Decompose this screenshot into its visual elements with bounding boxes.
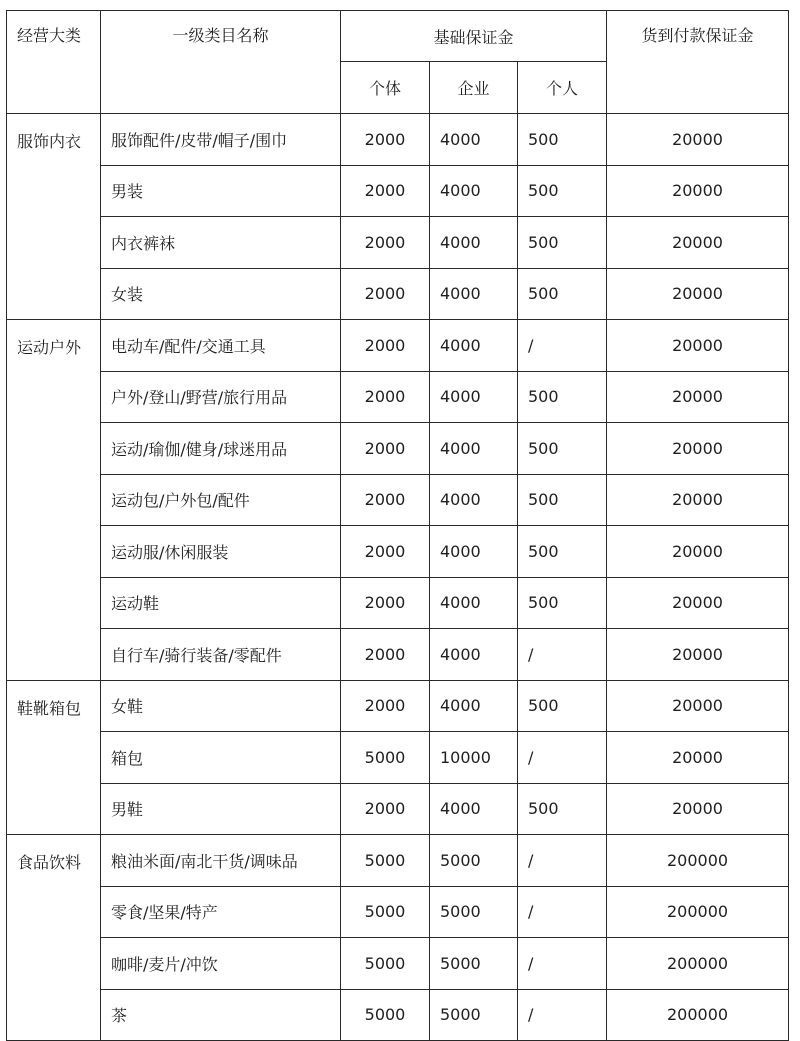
header-individual: 个体 (341, 62, 430, 114)
item-name-cell: 运动鞋 (101, 577, 341, 629)
table-row (7, 320, 789, 372)
item-name-cell: 咖啡/麦片/冲饮 (101, 938, 341, 990)
enterprise-deposit-cell: 4000 (430, 371, 518, 423)
enterprise-deposit-cell: 4000 (430, 114, 518, 166)
table-row (7, 938, 789, 990)
individual-deposit-cell: 2000 (341, 217, 430, 269)
enterprise-deposit-cell: 4000 (430, 268, 518, 320)
table-body (7, 11, 789, 1041)
table-row (7, 577, 789, 629)
individual-deposit-cell: 2000 (341, 526, 430, 578)
table-row (7, 371, 789, 423)
deposit-table (6, 10, 789, 1041)
table-row (7, 732, 789, 784)
cod-deposit-cell: 20000 (607, 474, 789, 526)
enterprise-deposit-cell: 5000 (430, 835, 518, 887)
person-deposit-cell: 500 (518, 371, 607, 423)
person-deposit-cell: 500 (518, 217, 607, 269)
table-row (7, 423, 789, 475)
enterprise-deposit-cell: 10000 (430, 732, 518, 784)
person-deposit-cell: 500 (518, 783, 607, 835)
enterprise-deposit-cell: 4000 (430, 320, 518, 372)
cod-deposit-cell: 200000 (607, 835, 789, 887)
enterprise-deposit-cell: 4000 (430, 783, 518, 835)
header-category: 经营大类 (7, 11, 101, 114)
cod-deposit-cell: 20000 (607, 732, 789, 784)
person-deposit-cell: 500 (518, 423, 607, 475)
person-deposit-cell: 500 (518, 577, 607, 629)
item-name-cell: 女装 (101, 268, 341, 320)
person-deposit-cell: 500 (518, 114, 607, 166)
person-deposit-cell: 500 (518, 165, 607, 217)
item-name-cell: 零食/坚果/特产 (101, 886, 341, 938)
table-row (7, 268, 789, 320)
header-first-level: 一级类目名称 (101, 11, 341, 114)
item-name-cell: 箱包 (101, 732, 341, 784)
individual-deposit-cell: 2000 (341, 474, 430, 526)
enterprise-deposit-cell: 4000 (430, 577, 518, 629)
individual-deposit-cell: 2000 (341, 577, 430, 629)
cod-deposit-cell: 20000 (607, 371, 789, 423)
header-deposit-group: 基础保证金 (341, 11, 607, 62)
individual-deposit-cell: 2000 (341, 165, 430, 217)
enterprise-deposit-cell: 4000 (430, 423, 518, 475)
table-row (7, 114, 789, 166)
individual-deposit-cell: 5000 (341, 938, 430, 990)
cod-deposit-cell: 20000 (607, 217, 789, 269)
cod-deposit-cell: 200000 (607, 938, 789, 990)
item-name-cell: 男鞋 (101, 783, 341, 835)
table-row (7, 217, 789, 269)
item-name-cell: 男装 (101, 165, 341, 217)
table-row (7, 629, 789, 681)
table-row (7, 526, 789, 578)
item-name-cell: 运动服/休闲服装 (101, 526, 341, 578)
table-row (7, 783, 789, 835)
enterprise-deposit-cell: 5000 (430, 989, 518, 1041)
cod-deposit-cell: 200000 (607, 886, 789, 938)
item-name-cell: 茶 (101, 989, 341, 1041)
cod-deposit-cell: 20000 (607, 114, 789, 166)
table-row (7, 165, 789, 217)
cod-deposit-cell: 20000 (607, 577, 789, 629)
enterprise-deposit-cell: 4000 (430, 474, 518, 526)
cod-deposit-cell: 20000 (607, 526, 789, 578)
cod-deposit-cell: 20000 (607, 268, 789, 320)
table-row (7, 989, 789, 1041)
person-deposit-cell: / (518, 320, 607, 372)
individual-deposit-cell: 5000 (341, 732, 430, 784)
item-name-cell: 自行车/骑行装备/零配件 (101, 629, 341, 681)
individual-deposit-cell: 5000 (341, 989, 430, 1041)
enterprise-deposit-cell: 5000 (430, 886, 518, 938)
header-cod-deposit: 货到付款保证金 (607, 11, 789, 114)
cod-deposit-cell: 20000 (607, 629, 789, 681)
individual-deposit-cell: 2000 (341, 371, 430, 423)
table-row (7, 886, 789, 938)
person-deposit-cell: 500 (518, 474, 607, 526)
individual-deposit-cell: 5000 (341, 835, 430, 887)
individual-deposit-cell: 2000 (341, 114, 430, 166)
cod-deposit-cell: 20000 (607, 320, 789, 372)
individual-deposit-cell: 2000 (341, 783, 430, 835)
enterprise-deposit-cell: 4000 (430, 680, 518, 732)
item-name-cell: 服饰配件/皮带/帽子/围巾 (101, 114, 341, 166)
person-deposit-cell: 500 (518, 526, 607, 578)
item-name-cell: 电动车/配件/交通工具 (101, 320, 341, 372)
category-cell: 鞋靴箱包 (7, 680, 101, 835)
item-name-cell: 粮油米面/南北干货/调味品 (101, 835, 341, 887)
item-name-cell: 内衣裤袜 (101, 217, 341, 269)
cod-deposit-cell: 200000 (607, 989, 789, 1041)
individual-deposit-cell: 2000 (341, 680, 430, 732)
individual-deposit-cell: 2000 (341, 268, 430, 320)
person-deposit-cell: / (518, 989, 607, 1041)
person-deposit-cell: / (518, 732, 607, 784)
item-name-cell: 户外/登山/野营/旅行用品 (101, 371, 341, 423)
individual-deposit-cell: 2000 (341, 629, 430, 681)
cod-deposit-cell: 20000 (607, 165, 789, 217)
person-deposit-cell: / (518, 629, 607, 681)
cod-deposit-cell: 20000 (607, 680, 789, 732)
person-deposit-cell: / (518, 886, 607, 938)
person-deposit-cell: 500 (518, 268, 607, 320)
category-cell: 运动户外 (7, 320, 101, 681)
individual-deposit-cell: 2000 (341, 320, 430, 372)
individual-deposit-cell: 2000 (341, 423, 430, 475)
table-row (7, 680, 789, 732)
table-row (7, 474, 789, 526)
item-name-cell: 运动包/户外包/配件 (101, 474, 341, 526)
cod-deposit-cell: 20000 (607, 423, 789, 475)
item-name-cell: 运动/瑜伽/健身/球迷用品 (101, 423, 341, 475)
person-deposit-cell: 500 (518, 680, 607, 732)
person-deposit-cell: / (518, 938, 607, 990)
cod-deposit-cell: 20000 (607, 783, 789, 835)
table-row (7, 835, 789, 887)
category-cell: 服饰内衣 (7, 114, 101, 320)
individual-deposit-cell: 5000 (341, 886, 430, 938)
enterprise-deposit-cell: 4000 (430, 629, 518, 681)
header-row-top (7, 11, 789, 62)
enterprise-deposit-cell: 4000 (430, 165, 518, 217)
person-deposit-cell: / (518, 835, 607, 887)
header-enterprise: 企业 (430, 62, 518, 114)
header-person: 个人 (518, 62, 607, 114)
enterprise-deposit-cell: 4000 (430, 526, 518, 578)
enterprise-deposit-cell: 4000 (430, 217, 518, 269)
category-cell: 食品饮料 (7, 835, 101, 1041)
item-name-cell: 女鞋 (101, 680, 341, 732)
enterprise-deposit-cell: 5000 (430, 938, 518, 990)
